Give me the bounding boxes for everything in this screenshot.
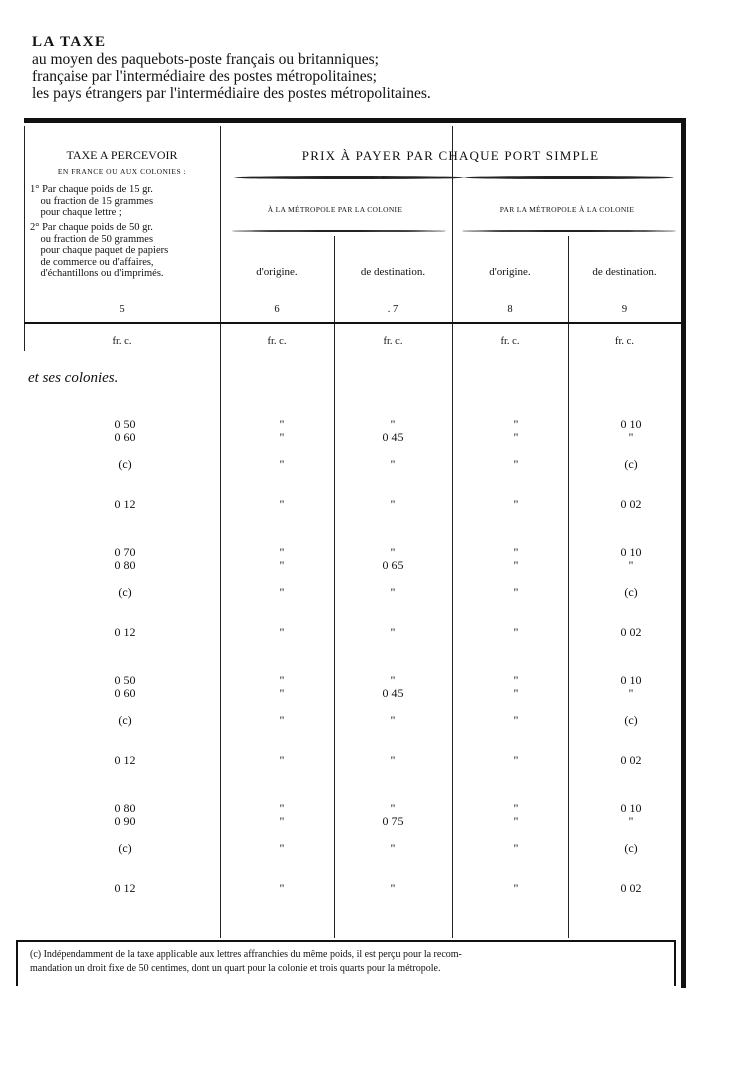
header-line-2: française par l'intermédiaire des postes métropolitaines; <box>32 68 377 85</box>
col-number-8: 8 <box>507 304 513 315</box>
ornament-rule <box>234 176 464 179</box>
table-cell-c6: " <box>279 753 285 767</box>
table-cell-c6: " <box>279 625 285 639</box>
header-line-1: au moyen des paquebots-poste français ou britanniques; <box>32 51 379 68</box>
table-cell-c5: (c) <box>118 841 132 855</box>
table-cell-c6: " <box>279 841 285 855</box>
table-cell-c9: (c) <box>624 457 638 471</box>
column-rule <box>452 126 453 938</box>
table-cell-c7: " <box>390 457 396 471</box>
section-title: et ses colonies. <box>28 370 119 386</box>
table-cell-c5: (c) <box>118 585 132 599</box>
subheading-colony-by-metropole: PAR LA MÉTROPOLE À LA COLONIE <box>499 205 635 214</box>
table-cell-c6: " <box>279 497 285 511</box>
table-cell-c5: 0 50 0 60 <box>114 417 136 444</box>
table-cell-c5: 0 70 0 80 <box>114 545 136 572</box>
table-cell-c8: " " <box>513 417 519 444</box>
col8-header: d'origine. <box>489 266 531 278</box>
header-rule <box>24 322 681 324</box>
col5-subheading: EN FRANCE OU AUX COLONIES : <box>57 167 187 176</box>
table-cell-c5: (c) <box>118 457 132 471</box>
table-cell-c9: 0 02 <box>620 625 642 639</box>
col-number-6: 6 <box>274 304 280 315</box>
table-top-border <box>24 118 686 123</box>
col5-rule-letters: 1° Par chaque poids de 15 gr. ou fraction de 15 grammes pour chaque lettre ; <box>30 184 154 218</box>
table-cell-c5: 0 12 <box>114 881 136 895</box>
footnote-rule <box>16 940 676 942</box>
col7-header: de destination. <box>360 266 426 278</box>
table-cell-c8: " " <box>513 673 519 700</box>
col-number-7: . 7 <box>387 304 399 315</box>
unit-label: fr. c. <box>267 336 287 347</box>
table-cell-c7: " <box>390 753 396 767</box>
table-cell-c6: " " <box>279 673 285 700</box>
table-cell-c6: " <box>279 713 285 727</box>
unit-label: fr. c. <box>383 336 403 347</box>
unit-label: fr. c. <box>112 336 132 347</box>
table-cell-c8: " <box>513 497 519 511</box>
tariff-table <box>24 118 681 938</box>
table-cell-c7: " <box>390 625 396 639</box>
table-cell-c7: " <box>390 713 396 727</box>
price-heading: PRIX À PAYER PAR CHAQUE PORT SIMPLE <box>301 148 600 163</box>
table-cell-c9: 0 10 " <box>620 673 642 700</box>
table-cell-c6: " " <box>279 417 285 444</box>
table-cell-c5: 0 12 <box>114 625 136 639</box>
col6-header: d'origine. <box>256 266 298 278</box>
col5-rule-packets: 2° Par chaque poids de 50 gr. ou fraction de 50 grammes pour chaque paquet de papiers de commerce ou d'affaires, d'échantillons ou d'imprimés. <box>30 222 169 279</box>
col-number-5: 5 <box>119 304 125 315</box>
table-cell-c7: " 0 75 <box>382 801 404 828</box>
table-cell-c5: 0 50 0 60 <box>114 673 136 700</box>
table-cell-c9: 0 10 " <box>620 801 642 828</box>
table-cell-c7: " <box>390 841 396 855</box>
column-rule <box>220 126 221 938</box>
table-cell-c8: " " <box>513 801 519 828</box>
table-cell-c8: " <box>513 625 519 639</box>
header-line-3: les pays étrangers par l'intermédiaire des postes métropolitaines. <box>32 85 431 102</box>
col-number-9: 9 <box>621 304 628 315</box>
table-cell-c8: " <box>513 585 519 599</box>
table-cell-c7: " <box>390 881 396 895</box>
table-cell-c8: " " <box>513 545 519 572</box>
table-cell-c6: " " <box>279 545 285 572</box>
table-cell-c5: 0 80 0 90 <box>114 801 136 828</box>
table-cell-c7: " <box>390 585 396 599</box>
table-cell-c8: " <box>513 457 519 471</box>
table-cell-c9: 0 02 <box>620 753 642 767</box>
table-cell-c5: (c) <box>118 713 132 727</box>
table-cell-c8: " <box>513 753 519 767</box>
table-cell-c9: (c) <box>624 585 638 599</box>
table-cell-c6: " <box>279 457 285 471</box>
footnote-rule <box>674 940 676 986</box>
subheading-metropole-by-colony: À LA MÉTROPOLE PAR LA COLONIE <box>267 205 403 214</box>
table-cell-c9: (c) <box>624 713 638 727</box>
table-cell-c7: " <box>390 497 396 511</box>
ornament-rule <box>232 230 446 232</box>
table-cell-c9: 0 10 " <box>620 417 642 444</box>
table-cell-c6: " " <box>279 801 285 828</box>
col5-heading: TAXE A PERCEVOIR <box>66 148 178 162</box>
table-cell-c5: 0 12 <box>114 753 136 767</box>
table-cell-c9: (c) <box>624 841 638 855</box>
unit-label: fr. c. <box>500 336 520 347</box>
footnote <box>16 940 676 986</box>
footnote-line-2: mandation un droit fixe de 50 centimes, dont un quart pour la colonie et trois quarts pour la métropole. <box>30 963 441 974</box>
ornament-rule <box>462 230 676 232</box>
table-cell-c6: " <box>279 585 285 599</box>
table-cell-c9: 0 02 <box>620 881 642 895</box>
table-cell-c5: 0 12 <box>114 497 136 511</box>
table-right-border <box>681 118 686 988</box>
unit-label: fr. c. <box>615 336 634 347</box>
ornament-rule <box>464 176 674 179</box>
footnote-line-1: (c) Indépendamment de la taxe applicable aux lettres affranchies du même poids, il est perçu pour la recom- <box>30 949 462 960</box>
page-header <box>32 34 431 102</box>
table-cell-c7: " 0 45 <box>382 673 404 700</box>
page-title: LA TAXE <box>32 34 107 50</box>
table-cell-c6: " <box>279 881 285 895</box>
col9-header: de destination. <box>592 266 657 278</box>
table-cell-c8: " <box>513 713 519 727</box>
table-cell-c9: 0 10 " <box>620 545 642 572</box>
table-cell-c9: 0 02 <box>620 497 642 511</box>
table-cell-c8: " <box>513 881 519 895</box>
table-cell-c7: " 0 65 <box>382 545 404 572</box>
table-cell-c8: " <box>513 841 519 855</box>
footnote-text <box>30 948 670 976</box>
footnote-rule <box>16 940 18 986</box>
table-cell-c7: " 0 45 <box>382 417 404 444</box>
